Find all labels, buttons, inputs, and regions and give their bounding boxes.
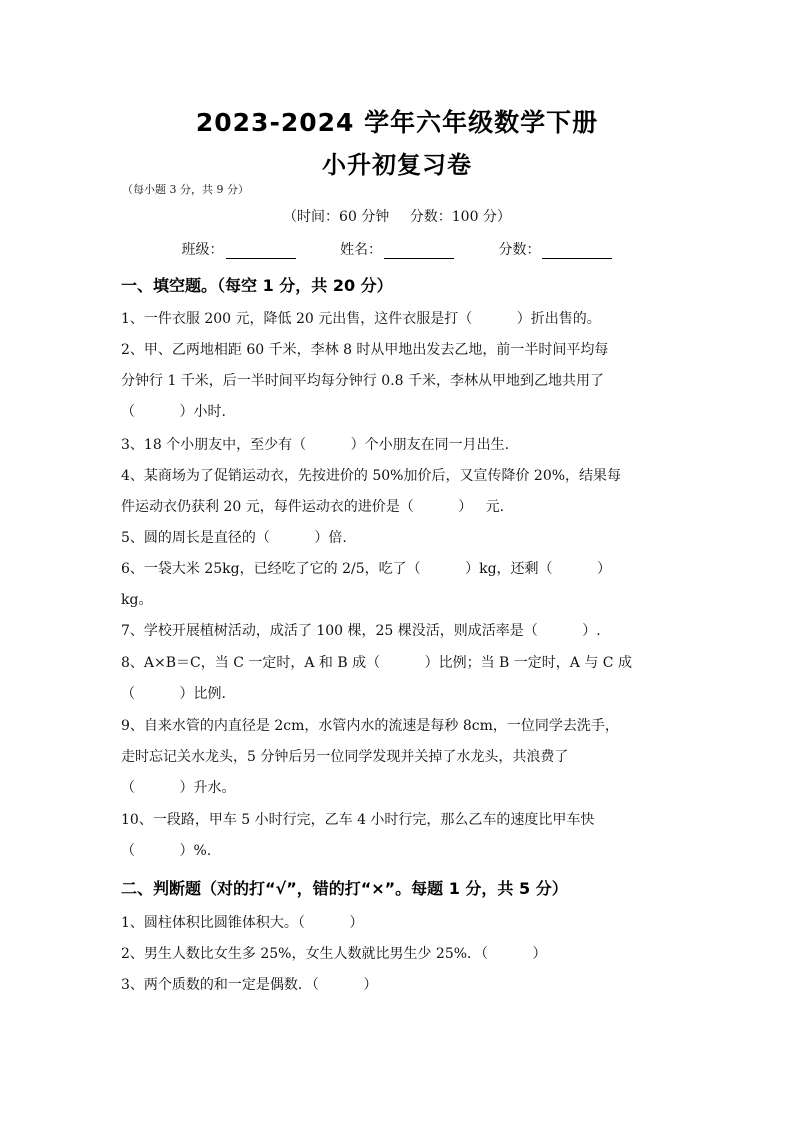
question-line: 6、一袋大米 25kg，已经吃了它的 2/5，吃了（ ）kg，还剩（ ） bbox=[121, 561, 612, 577]
question-line: 3、两个质数的和一定是偶数．（ ） bbox=[121, 977, 378, 993]
question-line: 9、自来水管的内直径是 2cm，水管内水的流速是每秒 8cm，一位同学去洗手， bbox=[121, 718, 619, 734]
question-line: 10、一段路，甲车 5 小时行完，乙车 4 小时行完，那么乙车的速度比甲车快 bbox=[121, 812, 595, 828]
question-line: 分钟行 1 千米，后一半时间平均每分钟行 0.8 千米，李林从甲地到乙地共用了 bbox=[121, 373, 604, 389]
class-field bbox=[182, 242, 300, 258]
question-line: 5、圆的周长是直径的（ ）倍. bbox=[121, 530, 347, 546]
exam-title: 2023-2024 学年六年级数学下册 bbox=[195, 108, 599, 137]
question-line: （ ）小时. bbox=[121, 404, 226, 420]
question-line: 1、圆柱体积比圆锥体积大。（ ） bbox=[121, 915, 364, 931]
question-line: （ ）比例. bbox=[121, 686, 226, 702]
question-line: 件运动衣仍获利 20 元，每件运动衣的进价是（ ） 元. bbox=[121, 499, 505, 515]
total-score-info: 分数：100 分） bbox=[409, 209, 511, 225]
score-field bbox=[498, 242, 612, 258]
question-line: 3、18 个小朋友中，至少有（ ）个小朋友在同一月出生. bbox=[121, 437, 510, 453]
time-info: （时间：60 分钟 bbox=[283, 209, 390, 225]
student-fields bbox=[0, 239, 794, 259]
section-true-false-heading: 二、判断题（对的打“√”，错的打“×”。每题 1 分，共 5 分） bbox=[121, 879, 568, 898]
exam-meta bbox=[0, 206, 794, 226]
question-line: 走时忘记关水龙头，5 分钟后另一位同学发现并关掉了水龙头，共浪费了 bbox=[121, 749, 569, 765]
score-label: 分数： bbox=[498, 242, 541, 258]
section-fill-blank-heading: 一、填空题。（每空 1 分，共 20 分） bbox=[121, 276, 393, 295]
question-line: 1、一件衣服 200 元，降低 20 元出售，这件衣服是打（ ）折出售的。 bbox=[121, 311, 601, 327]
question-line: （ ）%. bbox=[121, 843, 212, 859]
class-blank[interactable] bbox=[226, 244, 296, 259]
question-line: 2、甲、乙两地相距 60 千米，李林 8 时从甲地出发去乙地，前一半时间平均每 bbox=[121, 342, 609, 358]
name-label: 姓名： bbox=[340, 242, 382, 258]
score-blank[interactable] bbox=[542, 244, 612, 259]
name-blank[interactable] bbox=[384, 244, 454, 259]
exam-subtitle: 小升初复习卷 bbox=[322, 151, 472, 179]
class-label: 班级： bbox=[181, 242, 224, 258]
question-line: 7、学校开展植树活动，成活了 100 棵，25 棵没活，则成活率是（ ）. bbox=[121, 623, 601, 639]
score-note: （每小题 3 分，共 9 分） bbox=[122, 183, 249, 196]
question-line: 4、某商场为了促销运动衣，先按进价的 50%加价后，又宣传降价 20%，结果每 bbox=[121, 468, 622, 484]
name-field bbox=[340, 242, 458, 258]
question-line: 2、男生人数比女生多 25%，女生人数就比男生少 25%．（ ） bbox=[121, 946, 547, 962]
question-line: 8、A×B＝C，当 C 一定时，A 和 B 成（ ）比例；当 B 一定时，A 与 C 成 bbox=[121, 655, 632, 671]
question-line: kg。 bbox=[121, 592, 153, 608]
question-line: （ ）升水。 bbox=[121, 780, 236, 796]
